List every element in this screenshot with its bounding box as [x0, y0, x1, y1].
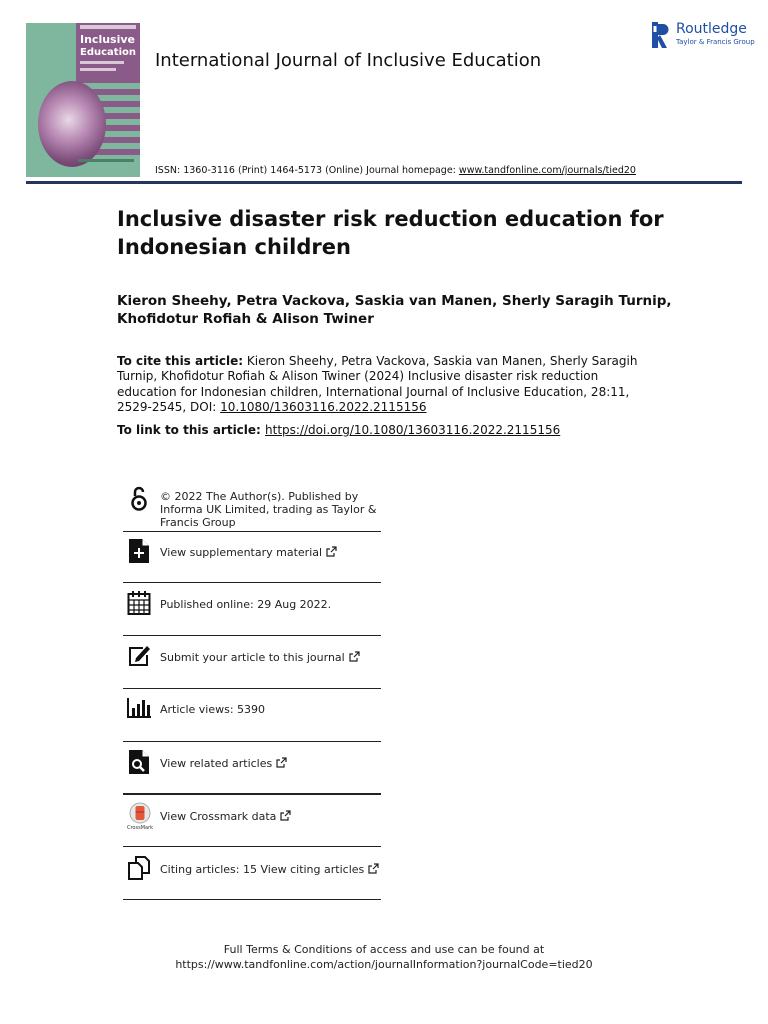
- article-link-line: [117, 423, 560, 437]
- crossmark-link[interactable]: View Crossmark data: [160, 810, 277, 823]
- external-link-icon: [326, 546, 337, 557]
- journal-homepage-link[interactable]: www.tandfonline.com/journals/tied20: [458, 165, 636, 176]
- article-views: Article views: 5390: [160, 703, 266, 716]
- terms-line: Full Terms & Conditions of access and use can be found at: [223, 943, 545, 956]
- published-row: [123, 590, 381, 630]
- link-label: To link to this article:: [117, 423, 266, 437]
- calendar-icon: [127, 590, 151, 616]
- citing-articles-link[interactable]: Citing articles: 15 View citing articles: [160, 863, 365, 876]
- cover-footer-bar: [78, 159, 134, 162]
- issn-line: [155, 165, 636, 176]
- submit-row[interactable]: [123, 643, 381, 683]
- cover-face-illustration: [38, 81, 106, 167]
- routledge-logo-icon: [652, 22, 670, 48]
- publisher-name: Routledge: [676, 21, 747, 37]
- info-divider: [123, 741, 381, 742]
- article-title: Inclusive disaster risk reduction education for Indonesian children: [117, 207, 664, 259]
- info-divider: [123, 635, 381, 636]
- article-authors: Kieron Sheehy, Petra Vackova, Saskia van Manen, Sherly Saragih Turnip, Khofidotur Rofiah & Alison Twiner: [117, 293, 672, 327]
- journal-cover-thumbnail: [26, 23, 140, 177]
- crossmark-icon: [127, 802, 153, 830]
- cite-label: To cite this article:: [117, 354, 244, 368]
- cite-doi-link[interactable]: 10.1080/13603116.2022.2115156: [220, 399, 427, 414]
- cover-title-line1: Inclusive: [80, 33, 135, 46]
- header-divider: [26, 181, 742, 184]
- crossmark-icon-label: CrossMark: [127, 825, 153, 830]
- related-articles-link[interactable]: View related articles: [160, 757, 273, 770]
- issn-text: ISSN: 1360-3116 (Print) 1464-5173 (Online) Journal homepage:: [155, 165, 459, 176]
- info-divider: [123, 899, 381, 900]
- open-access-text: © 2022 The Author(s). Published by Informa UK Limited, trading as Taylor & Francis Group: [160, 490, 377, 529]
- publisher-logo[interactable]: [652, 20, 755, 50]
- info-divider: [123, 793, 381, 795]
- cover-title-line2: Education: [80, 47, 136, 58]
- cover-rule: [80, 61, 124, 64]
- article-doi-link[interactable]: https://doi.org/10.1080/13603116.2022.2115156: [265, 423, 561, 437]
- external-link-icon: [280, 810, 291, 821]
- publisher-tagline: Taylor & Francis Group: [676, 38, 755, 46]
- open-access-icon: [127, 486, 151, 512]
- info-divider: [123, 688, 381, 689]
- citing-row[interactable]: [123, 855, 381, 895]
- info-divider: [123, 531, 381, 532]
- info-divider: [123, 582, 381, 583]
- open-access-row: [123, 486, 381, 530]
- external-link-icon: [276, 757, 287, 768]
- views-row: [123, 695, 381, 735]
- journal-title: International Journal of Inclusive Education: [155, 50, 542, 71]
- bar-chart-icon: [127, 695, 151, 721]
- crossmark-row[interactable]: [123, 802, 381, 842]
- info-divider: [123, 846, 381, 847]
- edit-pencil-icon: [127, 643, 151, 669]
- citing-documents-icon: [127, 855, 151, 881]
- external-link-icon: [368, 863, 379, 874]
- published-date: Published online: 29 Aug 2022.: [160, 598, 332, 611]
- supplementary-file-icon: [127, 538, 151, 564]
- citation-block: [117, 354, 657, 415]
- search-document-icon: [127, 749, 151, 775]
- supplementary-link[interactable]: View supplementary material: [160, 546, 323, 559]
- supplementary-row[interactable]: [123, 538, 381, 578]
- external-link-icon: [349, 651, 360, 662]
- cover-rule: [80, 25, 136, 29]
- cite-text: Kieron Sheehy, Petra Vackova, Saskia van Manen, Sherly Saragih Turnip, Khofidotur Rofiah & Alison Twiner (2024) Inclusive disaster risk reduction education for Indonesian children, International Journal of Inclusive Education, 28:11, 2529-2545, DOI:: [117, 354, 638, 414]
- related-row[interactable]: [123, 749, 381, 789]
- submit-article-link[interactable]: Submit your article to this journal: [160, 651, 345, 664]
- cover-title-band: [76, 23, 140, 83]
- cover-rule: [80, 68, 116, 71]
- terms-url[interactable]: https://www.tandfonline.com/action/journalInformation?journalCode=tied20: [175, 958, 593, 971]
